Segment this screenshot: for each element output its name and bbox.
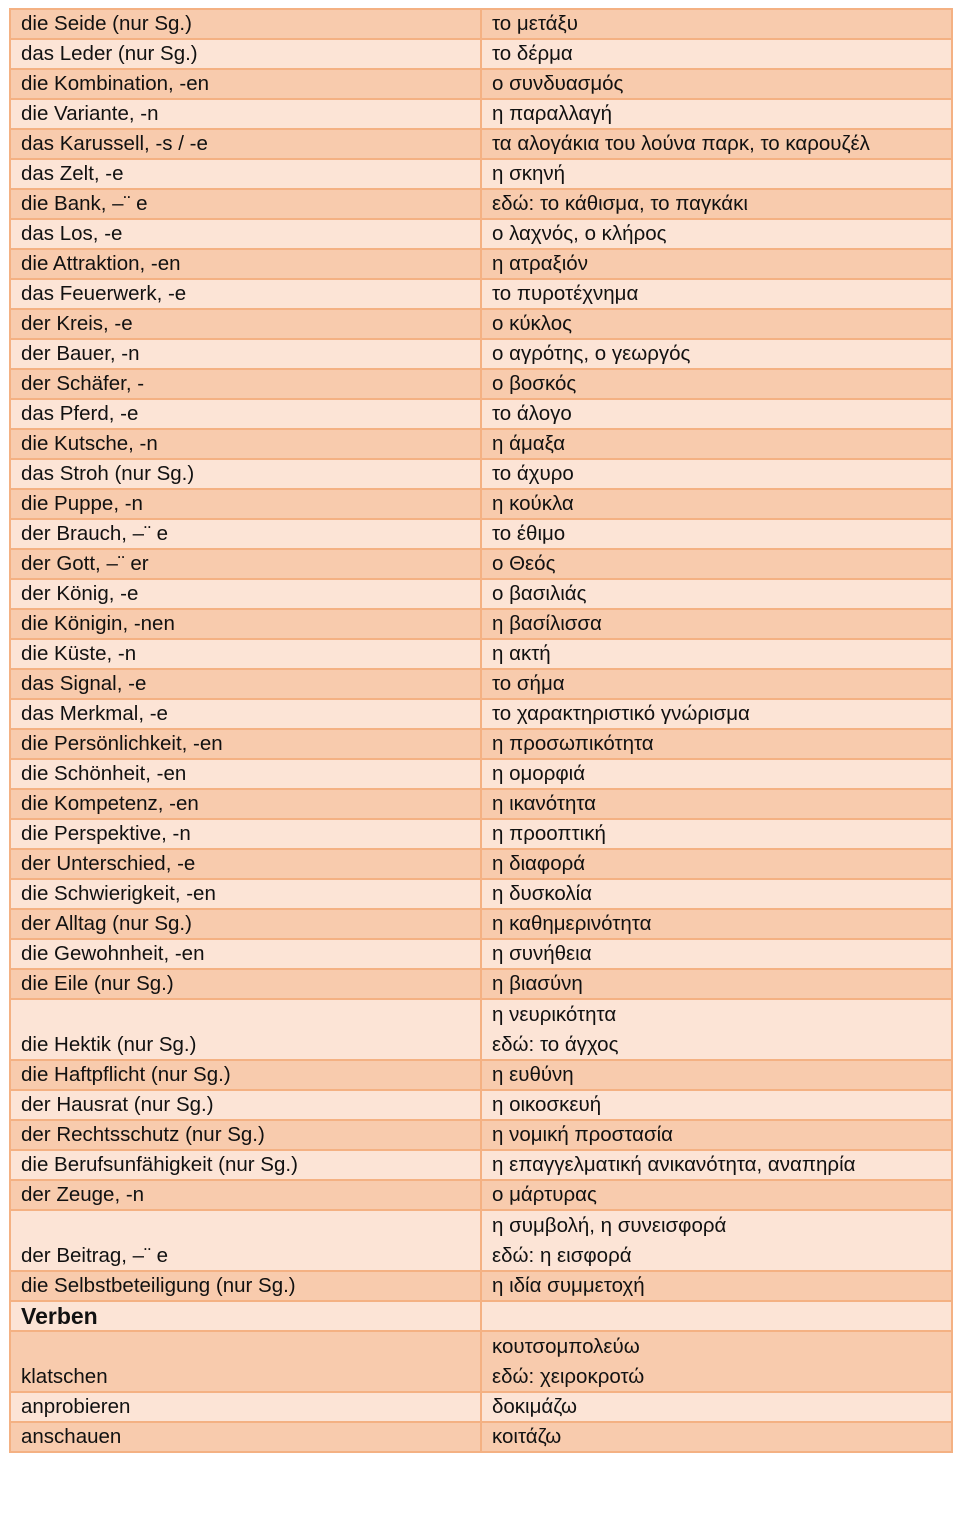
german-term: der Rechtsschutz (nur Sg.) [10,1120,481,1150]
german-term: die Eile (nur Sg.) [10,969,481,999]
vocab-row [10,699,952,729]
greek-translation-line: η ατραξιόν [492,252,588,275]
greek-translation-line: ο κύκλος [492,312,573,335]
greek-translation-line: η ιδία συμμετοχή [492,1274,645,1297]
greek-translation [481,1180,952,1210]
german-term: die Attraktion, -en [10,249,481,279]
vocab-row [10,309,952,339]
vocabulary-table [9,8,953,1453]
greek-translation [481,399,952,429]
german-term: anprobieren [10,1392,481,1422]
greek-translation [481,939,952,969]
german-term: die Seide (nur Sg.) [10,9,481,39]
greek-translation [481,1392,952,1422]
german-term: der Brauch, –¨ e [10,519,481,549]
vocab-row [10,759,952,789]
greek-translation [481,1060,952,1090]
vocab-row [10,39,952,69]
greek-translation [481,969,952,999]
greek-translation-line: το δέρμα [492,42,573,65]
greek-translation-line: το πυροτέχνημα [492,282,639,305]
greek-translation [481,669,952,699]
greek-translation-line: ο λαχνός, ο κλήρος [492,222,667,245]
greek-translation [481,1150,952,1180]
vocab-row [10,909,952,939]
german-term: die Haftpflicht (nur Sg.) [10,1060,481,1090]
section-heading-row [10,1301,952,1331]
greek-translation-line: κουτσομπολεύω [492,1335,640,1358]
greek-translation-line: τα αλογάκια του λούνα παρκ, το καρουζέλ [492,132,870,155]
vocab-row [10,1060,952,1090]
greek-translation-line: το σήμα [492,672,565,695]
vocab-row [10,279,952,309]
greek-translation [481,879,952,909]
vocab-row [10,1392,952,1422]
german-term: das Los, -e [10,219,481,249]
greek-translation [481,69,952,99]
greek-translation [481,789,952,819]
german-term: der Zeuge, -n [10,1180,481,1210]
greek-translation [481,1331,952,1392]
greek-translation [481,819,952,849]
greek-translation-line: η νευρικότητα [492,1003,617,1026]
greek-translation-line: η καθημερινότητα [492,912,652,935]
vocab-row [10,729,952,759]
german-term: die Gewohnheit, -en [10,939,481,969]
greek-translation-line: ο Θεός [492,552,556,575]
greek-translation-line: η δυσκολία [492,882,593,905]
vocab-row [10,1150,952,1180]
greek-translation [481,579,952,609]
greek-translation [481,39,952,69]
greek-translation [481,339,952,369]
vocab-row [10,1271,952,1301]
vocab-row [10,69,952,99]
greek-translation [481,1090,952,1120]
vocab-row [10,519,952,549]
greek-translation-line: η προσωπικότητα [492,732,654,755]
german-term: der Unterschied, -e [10,849,481,879]
german-term: der Hausrat (nur Sg.) [10,1090,481,1120]
greek-translation-line: η επαγγελματική ανικανότητα, αναπηρία [492,1153,856,1176]
greek-translation-line: η ικανότητα [492,792,597,815]
greek-translation-line: η σκηνή [492,162,566,185]
vocab-row [10,1180,952,1210]
greek-translation-line: η νομική προστασία [492,1123,674,1146]
greek-translation-line: η διαφορά [492,852,586,875]
greek-translation [481,639,952,669]
german-term: das Feuerwerk, -e [10,279,481,309]
vocab-row [10,99,952,129]
vocab-row [10,579,952,609]
vocab-row [10,819,952,849]
greek-translation [481,159,952,189]
vocab-row [10,219,952,249]
greek-translation-line: κοιτάζω [492,1425,562,1448]
greek-translation-line: η παραλλαγή [492,102,613,125]
greek-translation-line: η κούκλα [492,492,574,515]
vocab-row [10,489,952,519]
vocab-row [10,999,952,1060]
german-term: der Bauer, -n [10,339,481,369]
greek-translation-line: το έθιμο [492,522,566,545]
greek-translation [481,429,952,459]
greek-translation-line: το χαρακτηριστικό γνώρισμα [492,702,750,725]
vocab-row [10,789,952,819]
vocab-row [10,549,952,579]
greek-translation-line: εδώ: το κάθισμα, το παγκάκι [492,192,748,215]
greek-translation [481,279,952,309]
greek-translation-line: η βασίλισσα [492,612,602,635]
greek-translation-line: η βιασύνη [492,972,583,995]
german-term: die Berufsunfähigkeit (nur Sg.) [10,1150,481,1180]
greek-translation-line: το μετάξυ [492,12,578,35]
greek-translation-line: η ευθύνη [492,1063,574,1086]
german-term: die Perspektive, -n [10,819,481,849]
vocab-row [10,429,952,459]
greek-translation-line: η ομορφιά [492,762,586,785]
vocab-row [10,849,952,879]
vocab-row [10,159,952,189]
german-term: die Selbstbeteiligung (nur Sg.) [10,1271,481,1301]
greek-translation-line: η συμβολή, η συνεισφορά [492,1214,727,1237]
vocab-row [10,969,952,999]
greek-translation [481,189,952,219]
greek-translation [481,369,952,399]
greek-translation [481,519,952,549]
greek-translation [481,249,952,279]
greek-translation-line: εδώ: το άγχος [492,1032,619,1056]
greek-translation [481,99,952,129]
german-term: die Schönheit, -en [10,759,481,789]
german-term: die Schwierigkeit, -en [10,879,481,909]
vocab-row [10,639,952,669]
german-term: die Kombination, -en [10,69,481,99]
german-term: die Kompetenz, -en [10,789,481,819]
greek-translation [481,549,952,579]
greek-translation [481,489,952,519]
greek-translation-line: η προοπτική [492,822,606,845]
vocab-row [10,189,952,219]
greek-translation [481,999,952,1060]
german-term: klatschen [10,1331,481,1392]
greek-translation [481,219,952,249]
german-term: anschauen [10,1422,481,1452]
greek-translation [481,729,952,759]
german-term: der Alltag (nur Sg.) [10,909,481,939]
greek-translation-line: εδώ: η εισφορά [492,1243,632,1267]
vocab-row [10,9,952,39]
vocab-row [10,1210,952,1271]
vocab-row [10,399,952,429]
german-term: die Kutsche, -n [10,429,481,459]
german-term: die Königin, -nen [10,609,481,639]
greek-translation [481,1120,952,1150]
greek-translation [481,9,952,39]
greek-translation [481,309,952,339]
greek-translation [481,1210,952,1271]
greek-translation [481,849,952,879]
german-term: der Kreis, -e [10,309,481,339]
greek-translation [481,129,952,159]
greek-translation-line: ο βοσκός [492,372,577,395]
vocab-row [10,939,952,969]
german-term: die Hektik (nur Sg.) [10,999,481,1060]
greek-translation [481,1271,952,1301]
greek-translation-line: το άχυρο [492,462,574,485]
vocab-row [10,369,952,399]
greek-translation [481,1301,952,1331]
german-term: das Signal, -e [10,669,481,699]
greek-translation-line: η συνήθεια [492,942,592,965]
german-term: das Pferd, -e [10,399,481,429]
vocab-row [10,1331,952,1392]
greek-translation-line: ο βασιλιάς [492,582,587,605]
greek-translation [481,909,952,939]
german-term: die Bank, –¨ e [10,189,481,219]
german-term: der Schäfer, - [10,369,481,399]
greek-translation-line: η οικοσκευή [492,1093,602,1116]
greek-translation-line: δοκιμάζω [492,1395,577,1418]
vocabulary-rows [10,9,952,1452]
greek-translation [481,609,952,639]
vocab-row [10,1090,952,1120]
german-term: das Stroh (nur Sg.) [10,459,481,489]
german-term: die Puppe, -n [10,489,481,519]
german-term: die Variante, -n [10,99,481,129]
greek-translation [481,1422,952,1452]
vocab-row [10,459,952,489]
greek-translation [481,459,952,489]
german-term: das Zelt, -e [10,159,481,189]
vocab-row [10,339,952,369]
german-term: der König, -e [10,579,481,609]
greek-translation-line: ο αγρότης, ο γεωργός [492,342,691,365]
vocab-row [10,249,952,279]
german-term: der Gott, –¨ er [10,549,481,579]
german-term: die Küste, -n [10,639,481,669]
greek-translation [481,699,952,729]
greek-translation-line: ο συνδυασμός [492,72,624,95]
german-term: das Leder (nur Sg.) [10,39,481,69]
greek-translation-line: το άλογο [492,402,572,425]
german-term: das Merkmal, -e [10,699,481,729]
vocab-row [10,129,952,159]
vocab-row [10,669,952,699]
greek-translation-line: εδώ: χειροκροτώ [492,1364,645,1388]
german-term: die Persönlichkeit, -en [10,729,481,759]
vocab-row [10,1422,952,1452]
greek-translation-line: ο μάρτυρας [492,1183,597,1206]
vocab-row [10,609,952,639]
section-heading: Verben [10,1301,481,1331]
greek-translation [481,759,952,789]
vocab-row [10,1120,952,1150]
vocab-row [10,879,952,909]
greek-translation-line: η ακτή [492,642,551,665]
greek-translation-line: η άμαξα [492,432,566,455]
german-term: der Beitrag, –¨ e [10,1210,481,1271]
german-term: das Karussell, -s / -e [10,129,481,159]
